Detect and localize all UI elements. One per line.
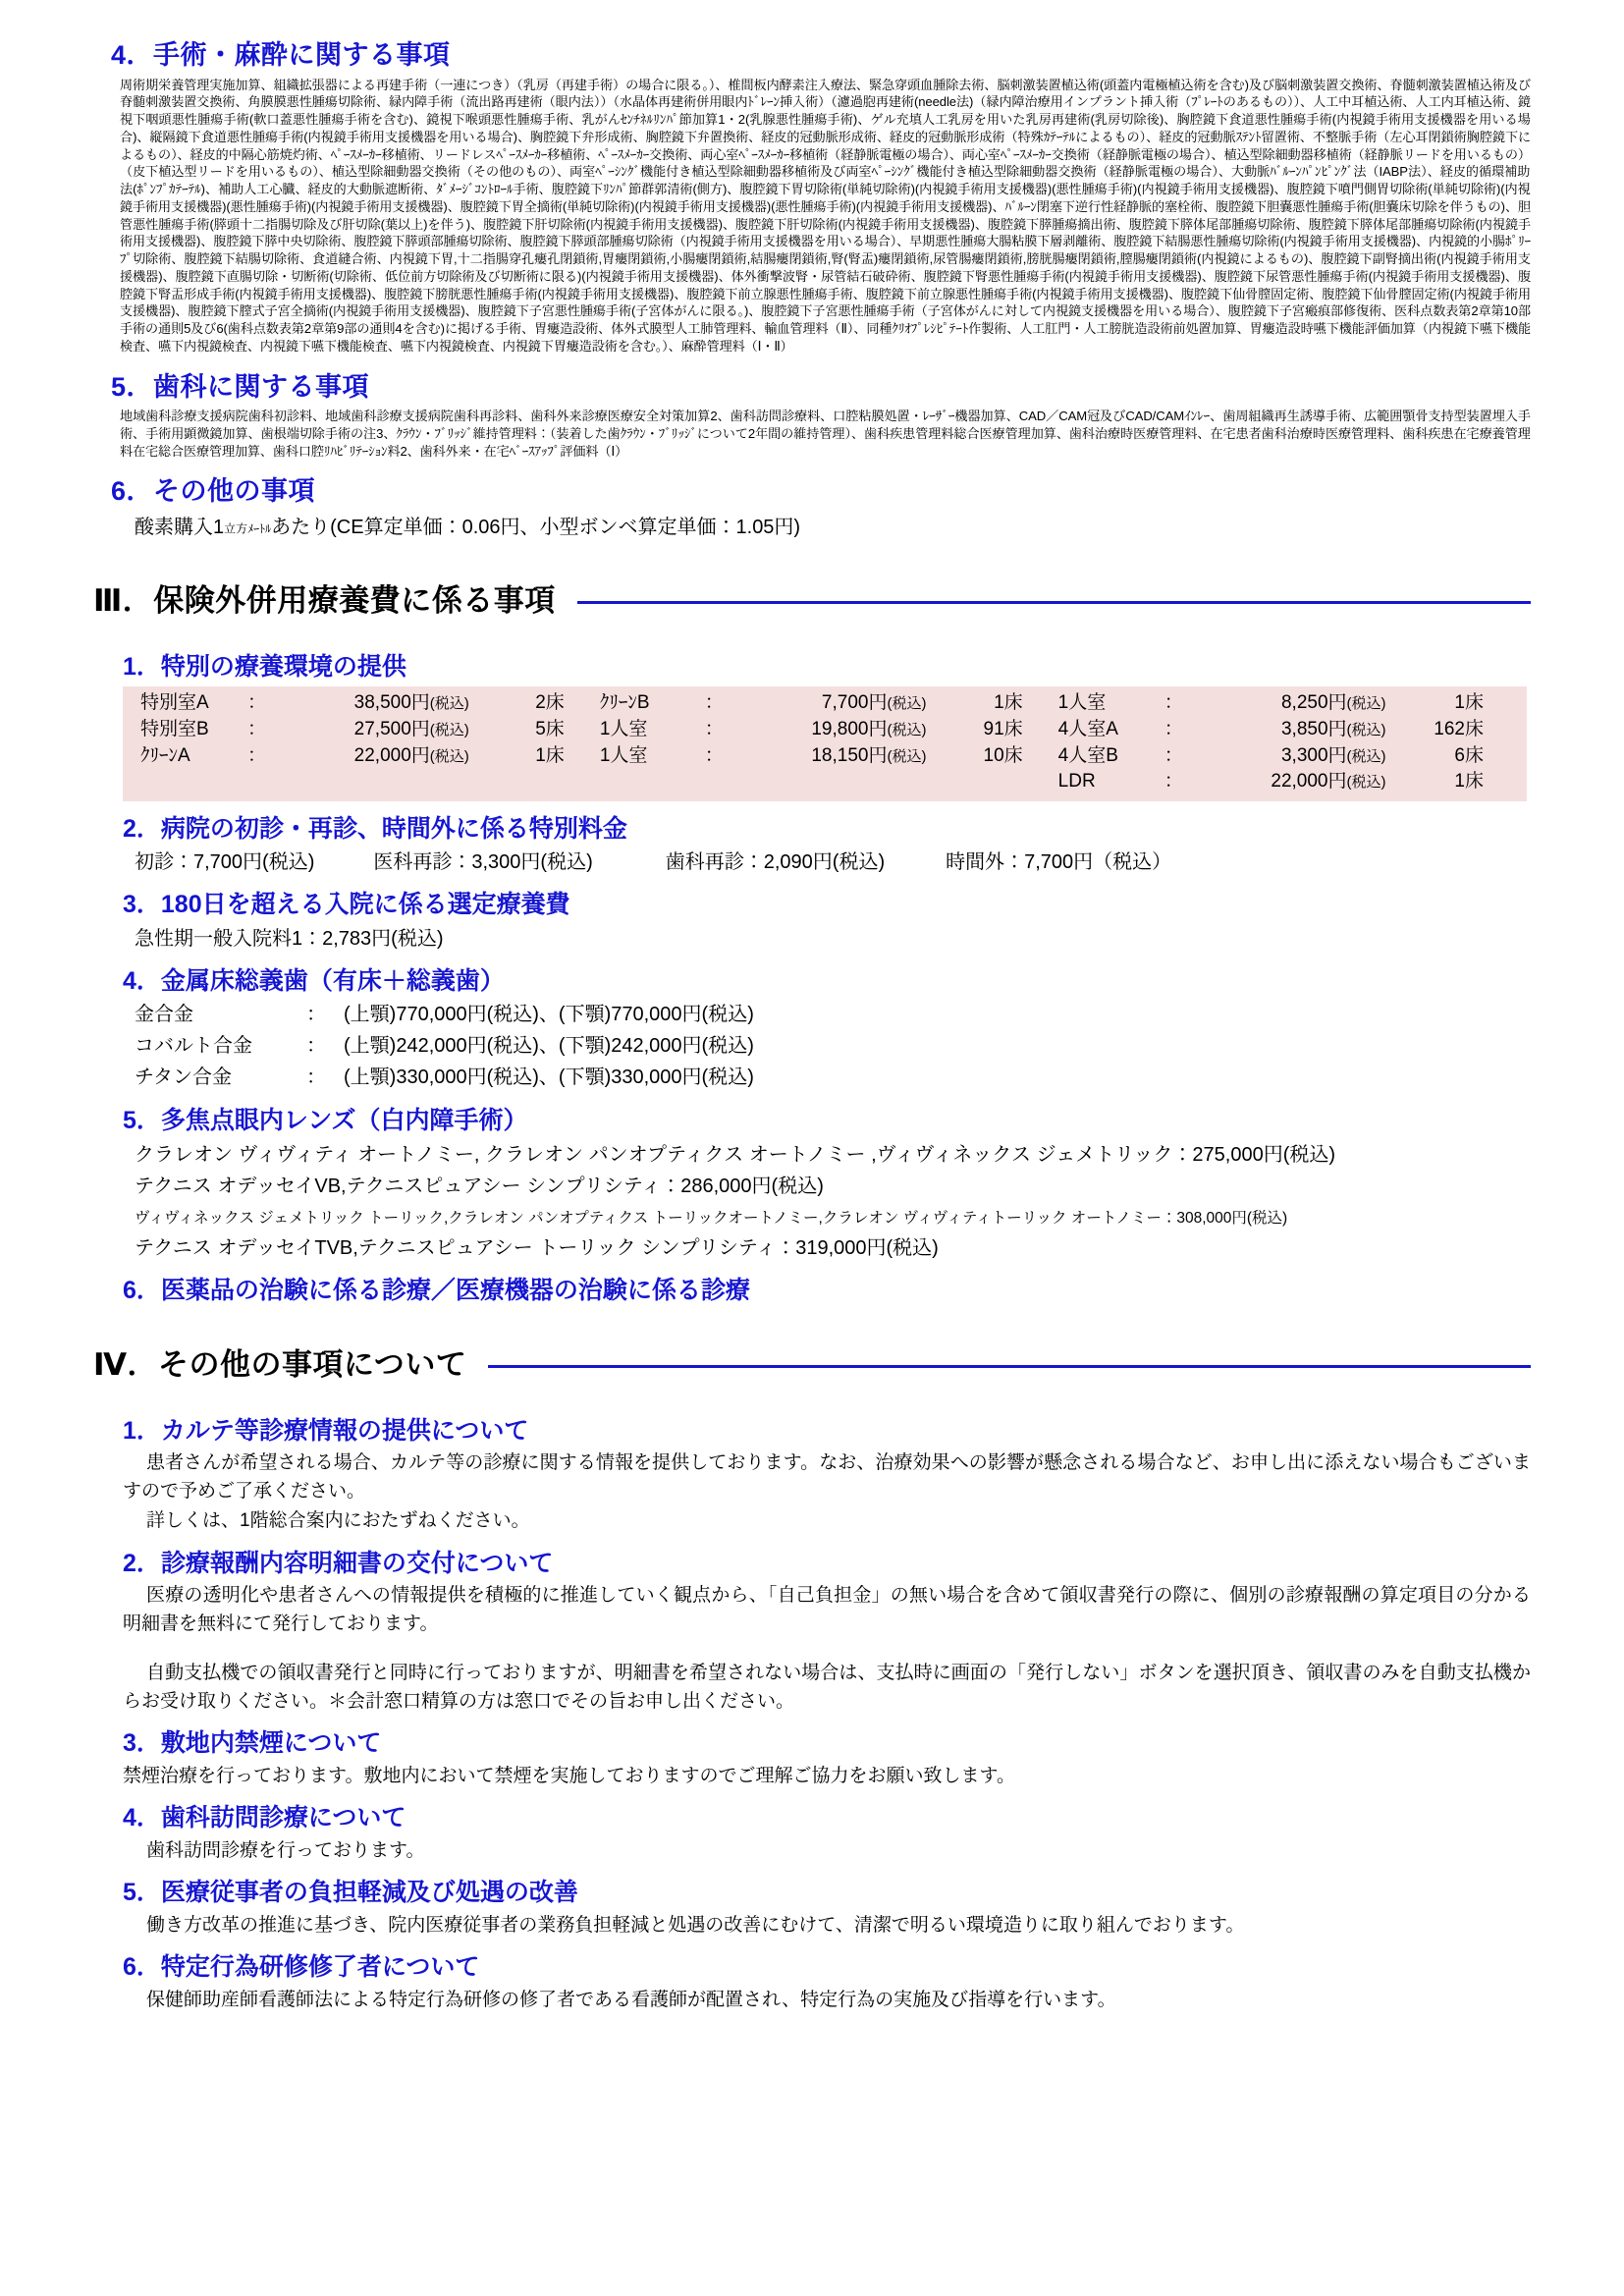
room-table-body [138, 690, 1517, 794]
subsection-heading-special-room: 1．特別の療養環境の提供 [123, 652, 406, 681]
subsection-heading-multifocal-lens: 5．多焦点眼内レンズ（白内障手術） [123, 1107, 528, 1135]
denture-row [135, 1031, 1531, 1062]
special-room-rate-table [123, 686, 1527, 800]
room-name: ｸﾘｰﾝB [599, 692, 650, 714]
room-price: 27,500円(税込) [353, 719, 469, 740]
specified-act-training-para-1: 保健師助産師看護師法による特定行為研修の修了者である看護師が配置され、特定行為の実施及び指導を行います。 [146, 1989, 1116, 2010]
room-price [269, 769, 478, 795]
denture-material: 金合金 [135, 1004, 193, 1026]
oxygen-rate: あたり(CE算定単価：0.06円、小型ボンベ算定単価：1.05円) [271, 517, 801, 539]
no-smoking-para-1: 禁煙治療を行っております。敷地内において禁煙を実施しておりますのでご理解ご協力をお願い致します。 [123, 1765, 1015, 1786]
lens-price-line-4: テクニス オデッセイTVB,テクニスピュアシー トーリック シンプリシティ：319,000円(税込) [135, 1236, 939, 1259]
subsection-heading-dental-home-visit: 4．歯科訪問診療について [123, 1804, 406, 1832]
section-heading-other: 6．その他の事項 [111, 476, 316, 507]
denture-colon: ： [306, 1035, 326, 1058]
room-price: 8,250円(税込) [1280, 692, 1386, 714]
room-colon [701, 769, 727, 795]
medical-records-para-2: 詳しくは、1階総合案内におたずねください。 [146, 1510, 530, 1532]
fee-after-hours: 時間外：7,700円（税込） [946, 851, 1172, 874]
room-beds: 10床 [983, 744, 1023, 766]
part-3-title: Ⅲ．保険外併用療養費に係る事項 [93, 582, 556, 618]
staff-workload-para-1: 働き方改革の推進に基づき、院内医療従事者の業務負担軽減と処遇の改善にむけて、清潔で明るい環境造りに取り組んでおります。 [146, 1914, 1245, 1936]
special-fee-row [135, 847, 1531, 877]
room-colon: ： [247, 744, 267, 766]
room-beds: 1床 [1454, 692, 1484, 714]
section-heading-surgery: 4．手術・麻酔に関する事項 [111, 40, 451, 70]
room-beds [479, 769, 598, 795]
subsection-heading-specified-act-training: 6．特定行為研修修了者について [123, 1953, 480, 1982]
room-beds: 162床 [1434, 719, 1484, 740]
lens-price-line-3: ヴィヴィネックス ジェメトリック トーリック,クラレオン パンオプティクス トーリックオートノミー,クラレオン ヴィヴィティトーリック オートノミー：308,000円(税込) [135, 1209, 1288, 1227]
denture-row [135, 1000, 1531, 1030]
room-colon: ： [1164, 719, 1183, 740]
subsection-heading-clinical-trials: 6．医薬品の治験に係る診療／医療機器の治験に係る診療 [123, 1276, 750, 1304]
denture-price: (上顎)770,000円(税込)、(下顎)770,000円(税込) [344, 1004, 754, 1026]
room-colon: ： [704, 692, 724, 714]
room-beds: 1床 [994, 692, 1023, 714]
denture-material: コバルト合金 [135, 1035, 252, 1058]
denture-price: (上顎)242,000円(税込)、(下顎)242,000円(税込) [344, 1035, 754, 1058]
room-beds: 1床 [535, 744, 565, 766]
room-name: 1人室 [599, 719, 648, 740]
room-price: 19,800円(税込) [811, 719, 927, 740]
part-4-title: Ⅳ．その他の事項について [93, 1346, 467, 1382]
denture-price: (上顎)330,000円(税込)、(下顎)330,000円(税込) [344, 1066, 754, 1089]
room-name: 4人室A [1057, 719, 1118, 740]
room-beds: 1床 [1454, 771, 1484, 793]
room-price: 3,300円(税込) [1280, 744, 1386, 766]
part-3-rule [577, 601, 1531, 604]
room-price: 22,000円(税込) [1271, 771, 1386, 793]
room-name [138, 769, 244, 795]
subsection-heading-no-smoking: 3．敷地内禁煙について [123, 1729, 382, 1758]
table-row [138, 717, 1517, 743]
room-price: 18,150円(税込) [811, 744, 927, 766]
part-3-heading-row [93, 562, 1531, 639]
itemized-receipt-para-1: 医療の透明化や患者さんへの情報提供を積極的に推進していく観点から、「自己負担金」の無い場合を含めて領収書発行の際に、個別の診療報酬の算定項目の分かる明細書を無料にて発行しております。 [123, 1585, 1531, 1634]
fee-medical-revisit: 医科再診：3,300円(税込) [373, 851, 593, 874]
room-name: 1人室 [599, 744, 648, 766]
subsection-heading-staff-workload: 5．医療従事者の負担軽減及び処遇の改善 [123, 1879, 578, 1907]
table-row [138, 690, 1517, 717]
part-4-heading-row [93, 1326, 1531, 1403]
room-beds: 2床 [535, 692, 565, 714]
room-beds [936, 769, 1056, 795]
room-name: ｸﾘｰﾝA [140, 744, 190, 766]
room-price [727, 769, 936, 795]
room-name: 特別室B [140, 719, 209, 740]
medical-records-para-1: 患者さんが希望される場合、カルテ等の診療に関する情報を提供しております。なお、治療効果への影響が懸念される場合など、お申し出に添えない場合もございますので予めご了承ください。 [123, 1452, 1531, 1502]
room-colon: ： [247, 719, 267, 740]
subsection-heading-over-180-days: 3．180日を超える入院に係る選定療養費 [123, 891, 570, 919]
subsection-heading-metal-denture: 4．金属床総義歯（有床＋総義歯） [123, 966, 505, 995]
subsection-heading-special-fees: 2．病院の初診・再診、時間外に係る特別料金 [123, 814, 627, 843]
room-colon: ： [704, 744, 724, 766]
room-colon: ： [1164, 692, 1183, 714]
part-4-rule [488, 1365, 1531, 1368]
room-name: 1人室 [1057, 692, 1107, 714]
room-price: 3,850円(税込) [1280, 719, 1386, 740]
denture-colon: ： [306, 1004, 326, 1026]
lens-price-line-1: クラレオン ヴィヴィティ オートノミー, クラレオン パンオプティクス オートノミー ,ヴィヴィネックス ジェメトリック：275,000円(税込) [135, 1143, 1336, 1166]
dental-home-visit-para-1: 歯科訪問診療を行っております。 [146, 1839, 425, 1861]
room-price: 38,500円(税込) [353, 692, 469, 714]
section-heading-dental: 5．歯科に関する事項 [111, 371, 370, 402]
room-colon [244, 769, 270, 795]
table-row [138, 769, 1517, 795]
oxygen-label: 酸素購入1 [135, 517, 225, 539]
room-price: 7,700円(税込) [821, 692, 927, 714]
room-colon: ： [1164, 744, 1183, 766]
section-body-other [135, 513, 1531, 542]
subsection-heading-medical-records: 1．カルテ等診療情報の提供について [123, 1416, 529, 1445]
cubic-meter-unit: 立方ﾒｰﾄﾙ [224, 521, 272, 536]
room-beds: 5床 [535, 719, 565, 740]
room-price: 22,000円(税込) [353, 744, 469, 766]
over-180-days-rate: 急性期一般入院料1：2,783円(税込) [135, 927, 444, 950]
room-colon: ： [247, 692, 267, 714]
fee-first-visit: 初診：7,700円(税込) [135, 851, 315, 874]
room-colon: ： [704, 719, 724, 740]
room-name: LDR [1057, 771, 1096, 793]
table-row [138, 743, 1517, 770]
fee-dental-revisit: 歯科再診：2,090円(税込) [665, 851, 886, 874]
room-beds: 6床 [1454, 744, 1484, 766]
room-name: 4人室B [1057, 744, 1118, 766]
subsection-heading-itemized-receipt: 2．診療報酬内容明細書の交付について [123, 1549, 554, 1577]
section-body-dental: 地域歯科診療支援病院歯科初診料、地域歯科診療支援病院歯科再診料、歯科外来診療医療安全対策加算2、歯科訪問診療料、口腔粘膜処置・ﾚｰｻﾞｰ機器加算、CAD／CAM冠及びCAD/CAMｲﾝﾚｰ、歯周組織再生誘導手術、広範囲顎骨支持型装置埋入手術、手術用顕微鏡加算、歯根端切除手術の注3、ｸﾗｳﾝ・ﾌﾞﾘｯｼﾞ維持管理料：（装着した歯ｸﾗｳﾝ・ﾌﾞﾘｯｼﾞについて2年間の維持管理）、歯科疾患管理料総合医療管理加算、歯科治療時医療管理料、在宅患者歯科治療時医療管理料、歯科疾患在宅療養管理料在宅総合医療管理加算、歯科口腔ﾘﾊﾋﾞﾘﾃｰｼｮﾝ料2、歯科外来・在宅ﾍﾞｰｽｱｯﾌﾟ評価料（Ⅰ） [120, 409, 1531, 459]
denture-material: チタン合金 [135, 1066, 232, 1089]
denture-row [135, 1063, 1531, 1093]
room-name [598, 769, 702, 795]
lens-price-line-2: テクニス オデッセイVB,テクニスピュアシー シンプリシティ：286,000円(税込) [135, 1175, 824, 1197]
section-body-surgery: 周術期栄養管理実施加算、組織拡張器による再建手術（一連につき）（乳房（再建手術）の場合に限る。）、椎間板内酵素注入療法、緊急穿頭血腫除去術、脳刺激装置植込術(頭蓋内電極植込術を含む)及び脳刺激装置交換術、脊髄刺激装置植込術及び脊髄刺激装置交換術、角膜膜悪性腫瘍切除術、緑内障手術（流出路再建術（眼内法））（水晶体再建術併用眼内ﾄﾞﾚｰﾝ挿入術）（濾過胞再建術(needle法)（緑内障治療用インプラント挿入術（ﾌﾟﾚｰﾄのあるもの））、人工中耳植込術、人工内耳植込術、鏡視下咽頭悪性腫瘍手術(軟口蓋悪性腫瘍手術を含む)、鏡視下喉頭悪性腫瘍手術、乳がんｾﾝﾁﾈﾙﾘﾝﾊﾟ節加算1・2(乳腺悪性腫瘍手術)、ゲル充填人工乳房を用いた乳房再建術(乳房切除後)、胸腔鏡下食道悪性腫瘍手術(内視鏡手術用支援機器を用いる場合)、縦隔鏡下食道悪性腫瘍手術(内視鏡手術用支援機器を用いる場合)、胸腔鏡下弁形成術、胸腔鏡下弁置換術、経皮的冠動脈形成術、経皮的冠動脈形成術（特殊ｶﾃｰﾃﾙによるもの）、経皮的冠動脈ｽﾃﾝﾄ留置術、不整脈手術（左心耳閉鎖術胸腔鏡下によるもの）、経皮的中隔心筋焼灼術、ﾍﾟｰｽﾒｰｶｰ移植術、リードレスﾍﾟｰｽﾒｰｶｰ移植術、ﾍﾟｰｽﾒｰｶｰ交換術、両心室ﾍﾟｰｽﾒｰｶｰ移植術（経静脈電極の場合）、両心室ﾍﾟｰｽﾒｰｶｰ交換術（経静脈電極の場合）、植込型除細動器移植術（経静脈リードを用いるもの）（皮下植込型リードを用いるもの）、植込型除細動器交換術（その他のもの）、両室ﾍﾟｰｼﾝｸﾞ機能付き植込型除細動器移植術及び両室ﾍﾟｰｼﾝｸﾞ機能付き植込型除細動器交換術（経静脈電極の場合）、大動脈ﾊﾞﾙｰﾝﾊﾟﾝﾋﾟﾝｸﾞ法（IABP法）、経皮的循環補助法(ﾎﾟﾝﾌﾟｶﾃｰﾃﾙ)、補助人工心臓、経皮的大動脈遮断術、ﾀﾞﾒｰｼﾞｺﾝﾄﾛｰﾙ手術、腹腔鏡下ﾘﾝﾊﾟ節群郭清術(側方)、腹腔鏡下胃切除術(単純切除術)(内視鏡手術用支援機器)(悪性腫瘍手術)(内視鏡手術用支援機器)、腹腔鏡下噴門側胃切除術(単純切除術)(内視鏡手術用支援機器)(悪性腫瘍手術)(内視鏡手術用支援機器)、腹腔鏡下胃全摘術(単純切除術)(内視鏡手術用支援機器)(悪性腫瘍手術)(内視鏡手術用支援機器)、ﾊﾞﾙｰﾝ閉塞下逆行性経静脈的塞栓術、腹腔鏡下胆嚢悪性腫瘍手術(胆嚢床切除を伴うもの)、胆管悪性腫瘍手術(膵頭十二指腸切除及び肝切除(葉以上)を伴う)、腹腔鏡下肝切除術(内視鏡手術用支援機器)、腹腔鏡下肝切除術(内視鏡手術用支援機器)、腹腔鏡下膵腫瘍摘出術、腹腔鏡下膵体尾部腫瘍切除術、腹腔鏡下膵体尾部腫瘍切除術(内視鏡手術用支援機器)、腹腔鏡下膵中央切除術、腹腔鏡下膵頭部腫瘍切除術、腹腔鏡下膵頭部腫瘍切除術（内視鏡手術用支援機器を用いる場合）、早期悪性腫瘍大腸粘膜下層剥離術、腹腔鏡下結腸悪性腫瘍切除術(内視鏡手術用支援機器)、内視鏡的小腸ﾎﾟﾘｰﾌﾟ切除術、腹腔鏡下結腸切除術、食道縫合術、内視鏡下胃,十二指腸穿孔瘻孔閉鎖術,胃瘻閉鎖術,小腸瘻閉鎖術,結腸瘻閉鎖術,腎(腎盂)瘻閉鎖術,尿管腸瘻閉鎖術,膀胱腸瘻閉鎖術,膣腸瘻閉鎖術(内視鏡によるもの)、腹腔鏡下副腎摘出術(内視鏡手術用支援機器)、腹腔鏡下直腸切除・切断術(切除術、低位前方切除術及び切断術に限る)(内視鏡手術用支援機器)、体外衝撃波腎・尿管結石破砕術、腹腔鏡下腎悪性腫瘍手術(内視鏡手術用支援機器)、腹腔鏡下尿管悪性腫瘍手術(内視鏡手術用支援機器)、腹腔鏡下腎盂形成手術(内視鏡手術用支援機器)、腹腔鏡下膀胱悪性腫瘍手術(内視鏡手術用支援機器)、腹腔鏡下前立腺悪性腫瘍手術、腹腔鏡下前立腺悪性腫瘍手術(内視鏡手術用支援機器)、腹腔鏡下仙骨膣固定術、腹腔鏡下仙骨膣固定術(内視鏡手術用支援機器)、腹腔鏡下膣式子宮全摘術(内視鏡手術用支援機器)、腹腔鏡下子宮悪性腫瘍手術(子宮体がんに限る。)、腹腔鏡下子宮悪性腫瘍手術（子宮体がんに対して内視鏡支援機器を用いる場合）、腹腔鏡下子宮瘢痕部修復術、医科点数表第2章第10部手術の通則5及び6(歯科点数表第2章第9部の通則4を含む)に掲げる手術、胃瘻造設術、体外式膜型人工肺管理料、輸血管理料（Ⅱ）、同種ｸﾘｵﾌﾟﾚｼﾋﾟﾃｰﾄ作製術、人工肛門・人工膀胱造設術前処置加算、胃瘻造設時嚥下機能評価加算（内視鏡下嚥下機能検査、嚥下内視鏡検査、内視鏡下嚥下機能検査、嚥下内視鏡検査、内視鏡下胃瘻造設術を含む。）、麻酔管理料（Ⅰ・Ⅱ） [120, 77, 1531, 354]
room-colon: ： [1164, 771, 1183, 793]
room-beds: 91床 [983, 719, 1023, 740]
room-name: 特別室A [140, 692, 209, 714]
denture-colon: ： [306, 1066, 326, 1089]
itemized-receipt-para-2: 自動支払機での領収書発行と同時に行っておりますが、明細書を希望されない場合は、支払時に画面の「発行しない」ボタンを選択頂き、領収書のみを自動支払機からお受け取りください。＊会計窓口精算の方は窓口でその旨お申し出ください。 [123, 1663, 1531, 1712]
